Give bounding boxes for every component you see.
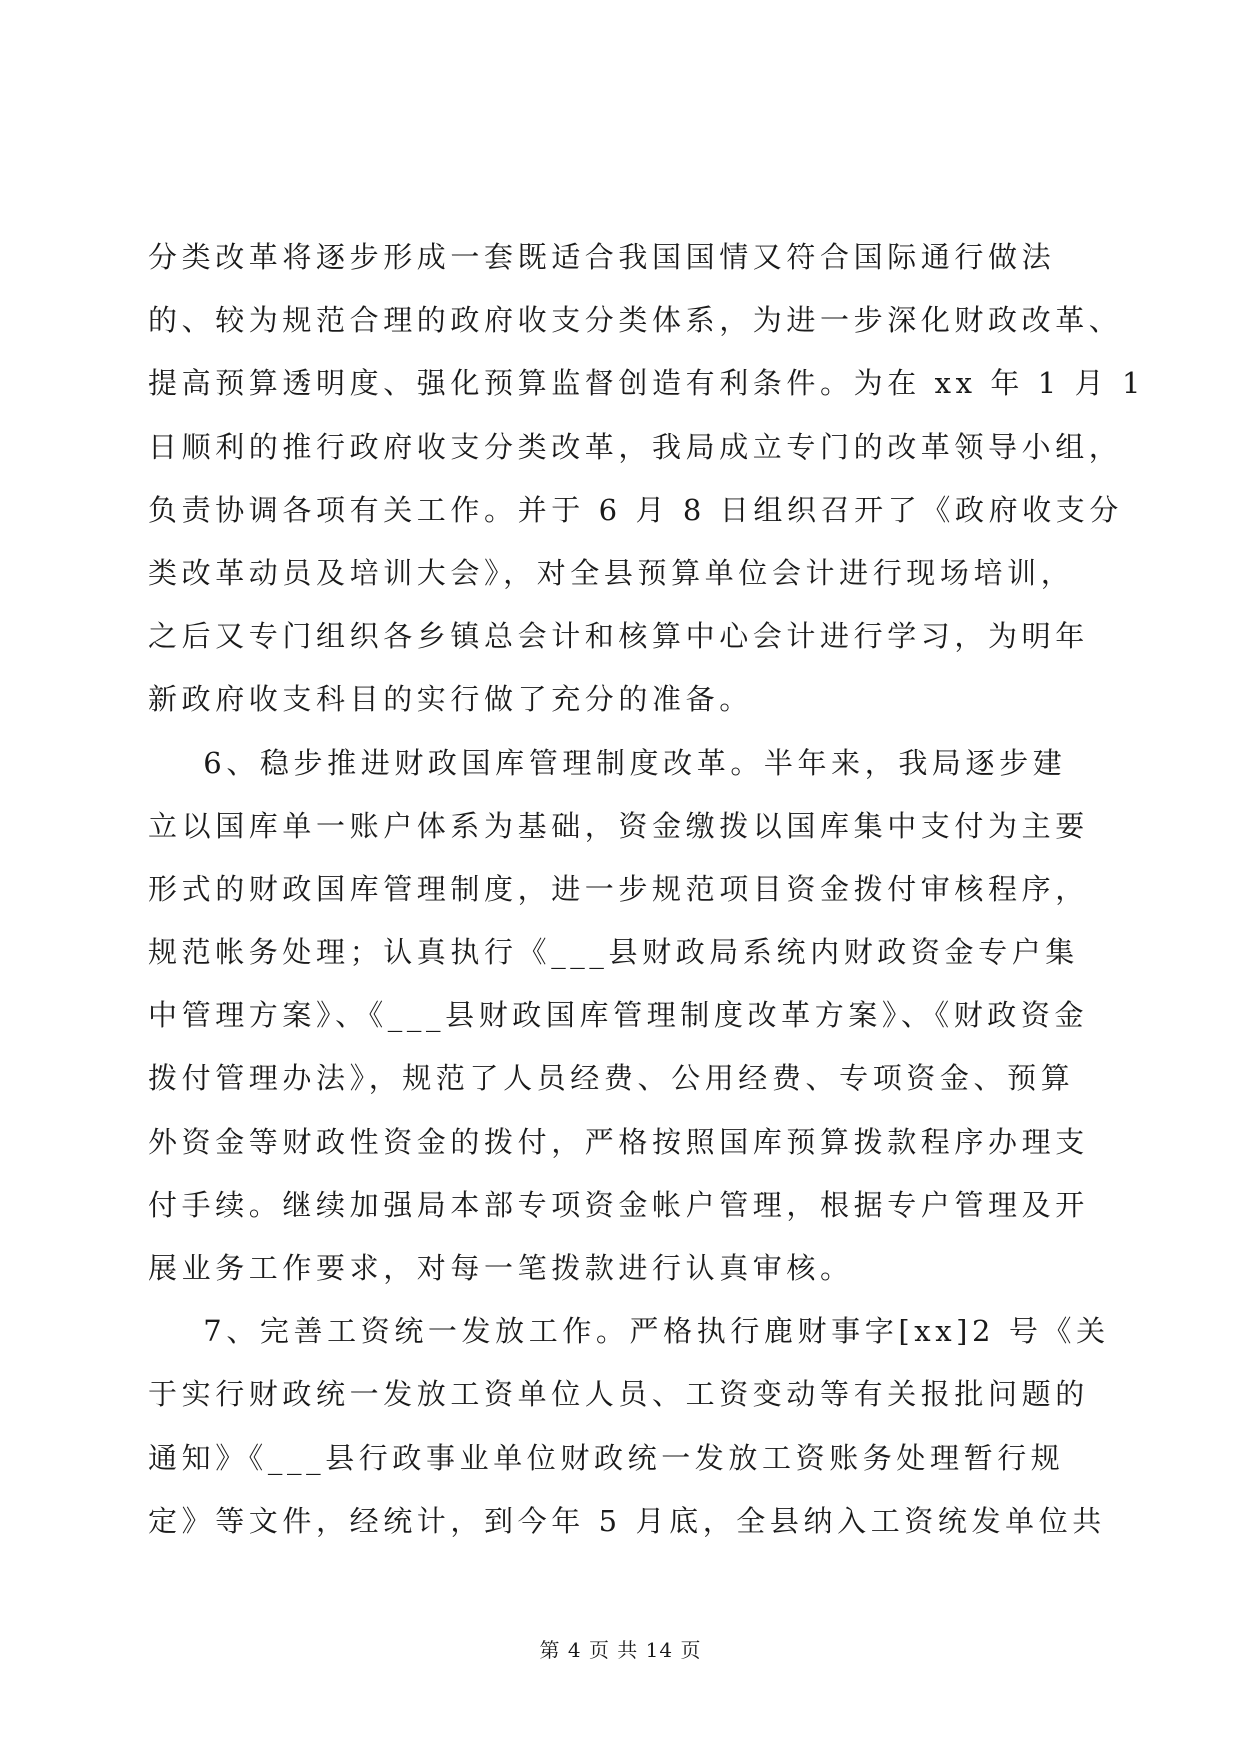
text-line: 6、稳步推进财政国库管理制度改革。半年来，我局逐步建 <box>148 745 1067 780</box>
text-line: 日顺利的推行政府收支分类改革，我局成立专门的改革领导小组， <box>148 429 1123 464</box>
text-line: 形式的财政国库管理制度，进一步规范项目资金拨付审核程序， <box>148 871 1089 906</box>
text-line: 7、完善工资统一发放工作。严格执行鹿财事字[xx]2 号《关 <box>148 1314 1110 1349</box>
text-line: 负责协调各项有关工作。并于 6 月 8 日组织召开了《政府收支分 <box>148 492 1123 527</box>
text-line: 立以国库单一账户体系为基础，资金缴拨以国库集中支付为主要 <box>148 808 1089 843</box>
text-line: 通知》《___县行政事业单位财政统一发放工资账务处理暂行规 <box>148 1440 1065 1475</box>
text-line: 的、较为规范合理的政府收支分类体系，为进一步深化财政改革、 <box>148 303 1123 338</box>
document-body <box>148 226 1146 1553</box>
text-line: 类改革动员及培训大会》，对全县预算单位会计进行现场培训， <box>148 555 1075 590</box>
text-line: 拨付管理办法》，规范了人员经费、公用经费、专项资金、预算 <box>148 1061 1075 1096</box>
text-line: 外资金等财政性资金的拨付，严格按照国库预算拨款程序办理支 <box>148 1124 1089 1159</box>
text-line: 定》等文件，经统计，到今年 5 月底，全县纳入工资统发单位共 <box>148 1503 1106 1538</box>
text-line: 规范帐务处理；认真执行《___县财政局系统内财政资金专户集 <box>148 935 1079 970</box>
text-line: 于实行财政统一发放工资单位人员、工资变动等有关报批问题的 <box>148 1377 1089 1412</box>
text-line: 之后又专门组织各乡镇总会计和核算中心会计进行学习，为明年 <box>148 619 1089 654</box>
text-line: 提高预算透明度、强化预算监督创造有利条件。为在 xx 年 1 月 1 <box>148 366 1146 401</box>
text-line: 付手续。继续加强局本部专项资金帐户管理，根据专户管理及开 <box>148 1187 1089 1222</box>
page-number-footer: 第 4 页 共 14 页 <box>539 1638 702 1662</box>
text-line: 展业务工作要求，对每一笔拨款进行认真审核。 <box>148 1251 854 1285</box>
text-line: 中管理方案》、《___县财政国库管理制度改革方案》、《财政资金 <box>148 998 1089 1033</box>
text-line: 新政府收支科目的实行做了充分的准备。 <box>148 682 753 717</box>
text-line: 分类改革将逐步形成一套既适合我国国情又符合国际通行做法 <box>148 240 1056 274</box>
